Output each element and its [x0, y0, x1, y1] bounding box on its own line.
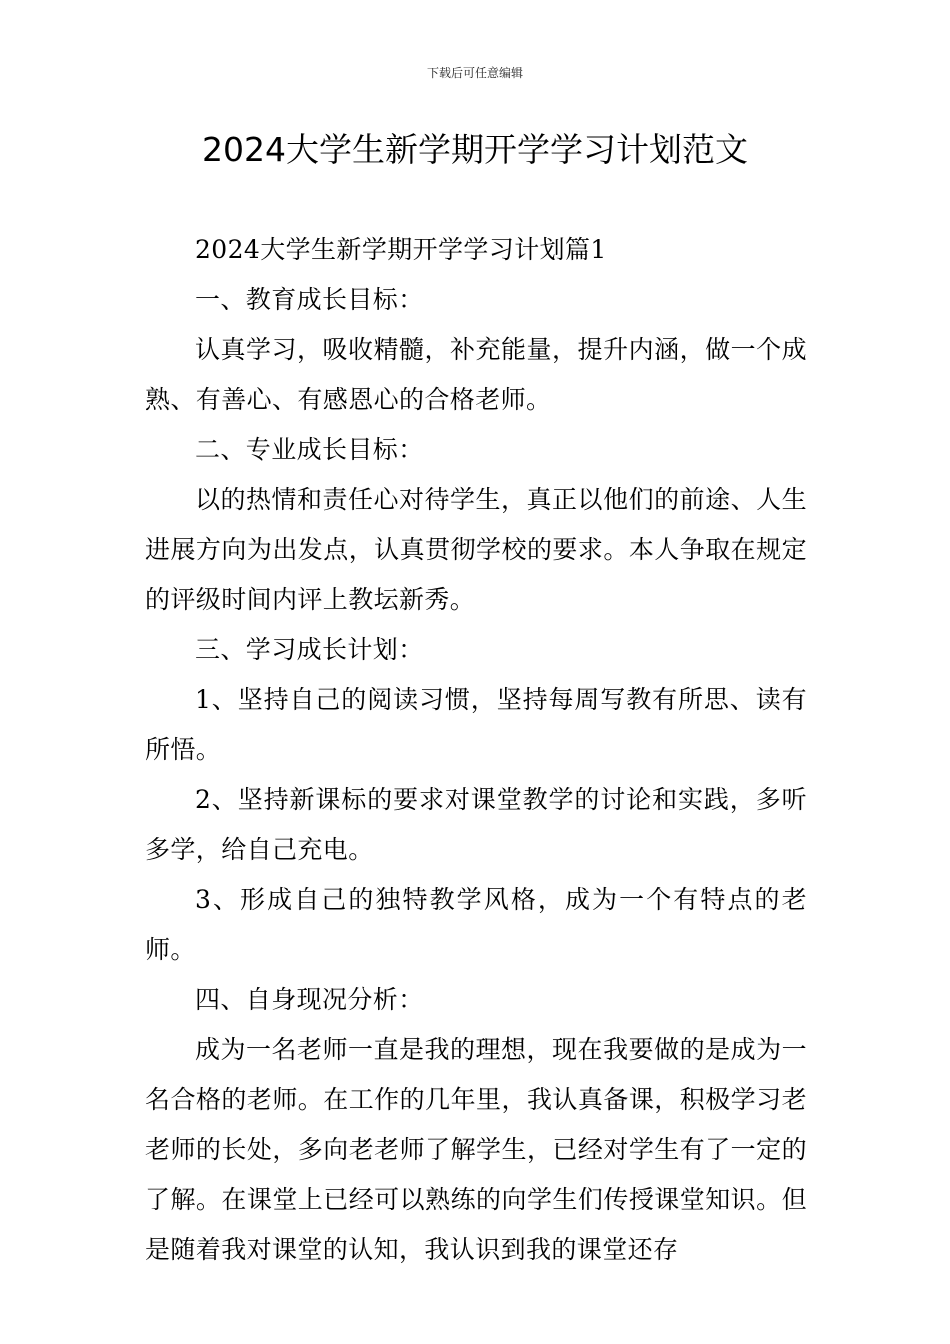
section-subtitle: 2024大学生新学期开学学习计划篇1: [195, 235, 607, 264]
paragraph-education-goal: 认真学习，吸收精髓，补充能量，提升内涵，做一个成熟、有善心、有感恩心的合格老师。: [145, 335, 807, 414]
heading-self-analysis: 四、自身现况分析：: [195, 985, 424, 1014]
document-title: 2024大学生新学期开学学习计划范文: [202, 130, 748, 169]
heading-learning-plan: 三、学习成长计划：: [195, 635, 424, 664]
heading-professional-goal: 二、专业成长目标：: [195, 435, 424, 464]
paragraph-professional-goal: 以的热情和责任心对待学生，真正以他们的前途、人生进展方向为出发点，认真贯彻学校的要求。本人争取在规定的评级时间内评上教坛新秀。: [145, 485, 807, 614]
list-item-2: 2、坚持新课标的要求对课堂教学的讨论和实践，多听多学，给自己充电。: [145, 785, 807, 864]
paragraph-self-analysis: 成为一名老师一直是我的理想，现在我要做的是成为一名合格的老师。在工作的几年里，我认真备课，积极学习老老师的长处，多向老老师了解学生，已经对学生有了一定的了解。在课堂上已经可以熟练的向学生们传授课堂知识。但是随着我对课堂的认知，我认识到我的课堂还存: [145, 1035, 807, 1264]
heading-education-goal: 一、教育成长目标：: [195, 285, 424, 314]
document-body: [145, 225, 807, 1275]
list-item-3: 3、形成自己的独特教学风格，成为一个有特点的老师。: [145, 885, 807, 964]
list-item-1: 1、坚持自己的阅读习惯，坚持每周写教有所思、读有所悟。: [145, 685, 807, 764]
header-note: 下载后可任意编辑: [426, 66, 523, 80]
